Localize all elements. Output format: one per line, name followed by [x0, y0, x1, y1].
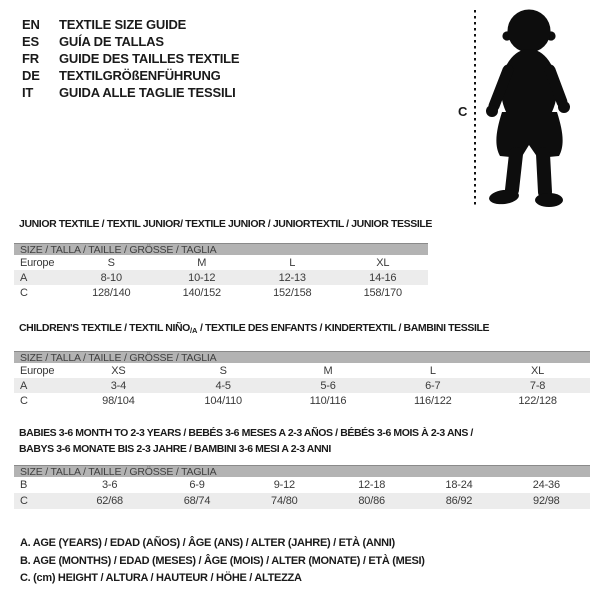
table-cell: L — [289, 256, 296, 269]
table-row — [14, 493, 590, 509]
table-cell: 98/104 — [102, 394, 135, 407]
table-cell: 8-10 — [100, 271, 122, 284]
table-cell: 122/128 — [518, 394, 557, 407]
table-cell: 7-8 — [529, 379, 546, 392]
table-cell: XL — [376, 256, 390, 269]
size-table — [14, 465, 590, 509]
table-title-line — [19, 216, 432, 232]
language-item — [22, 84, 239, 101]
table-cell: 6-9 — [189, 479, 205, 491]
table-row — [14, 378, 590, 393]
row-label: C — [20, 394, 28, 407]
table-cell: 116/122 — [414, 394, 452, 407]
table-cell: 4-5 — [215, 379, 231, 392]
size-header-text: SIZE / TALLA / TAILLE / GRÖSSE / TAGLIA — [20, 465, 217, 477]
table-cell: 92/98 — [533, 495, 560, 507]
size-header-bar — [14, 351, 590, 363]
table-row — [14, 270, 428, 285]
table-cell: 80/86 — [358, 495, 385, 507]
language-code: DE — [22, 68, 40, 83]
legend — [20, 535, 425, 588]
table-cell: 6-7 — [425, 379, 441, 392]
language-text: TEXTILGRÖßENFÜHRUNG — [59, 68, 221, 83]
table-cell: 140/152 — [182, 286, 221, 299]
language-code: IT — [22, 85, 34, 100]
language-code: FR — [22, 51, 39, 66]
table-cell: M — [197, 256, 207, 269]
language-item — [22, 50, 239, 67]
table-cell: 24-36 — [532, 479, 560, 491]
table-title-line — [19, 441, 590, 457]
size-table — [14, 351, 590, 408]
table-cell: S — [219, 364, 227, 377]
legend-line: A. AGE (YEARS) / EDAD (AÑOS) / ÂGE (ANS) / ALTER (JAHRE) / ETÀ (ANNI) — [20, 537, 395, 549]
table-cell: 158/170 — [363, 286, 402, 299]
table-title — [14, 320, 590, 339]
language-item — [22, 16, 239, 33]
table-cell: 104/110 — [204, 394, 242, 407]
table-row — [14, 285, 428, 300]
table-cell: M — [323, 364, 333, 377]
table-cell: 3-6 — [102, 479, 118, 491]
size-header-bar — [14, 243, 428, 255]
row-label: C — [20, 286, 28, 299]
language-text: GUÍA DE TALLAS — [59, 34, 164, 49]
row-label: Europe — [20, 256, 55, 269]
table-row — [14, 363, 590, 378]
table-body — [14, 363, 590, 408]
table-cell: 10-12 — [188, 271, 216, 284]
table-body — [14, 255, 428, 300]
table-cell: 86/92 — [445, 495, 473, 507]
row-label: A — [20, 379, 28, 392]
legend-line: B. AGE (MONTHS) / EDAD (MESES) / ÂGE (MOIS) / ALTER (MONATE) / ETÀ (MESI) — [20, 554, 425, 567]
baby-silhouette-icon — [486, 10, 570, 208]
table-cell: 74/80 — [271, 495, 298, 507]
table-title — [14, 216, 432, 232]
table-body — [14, 477, 590, 509]
table-cell: XS — [111, 364, 126, 377]
table-title-text: CHILDREN'S TEXTILE / TEXTIL NIÑO — [19, 322, 190, 334]
table-cell: L — [429, 364, 436, 377]
legend-line: C. (cm) HEIGHT / ALTURA / HAUTEUR / HÖHE / ALTEZZA — [20, 572, 302, 584]
babies-size-table-section — [14, 425, 590, 509]
language-item — [22, 67, 239, 84]
row-label: C — [20, 495, 28, 507]
table-cell: 18-24 — [445, 479, 473, 491]
table-row — [14, 255, 428, 270]
language-text: GUIDE DES TAILLES TEXTILE — [59, 51, 240, 66]
language-code: EN — [22, 17, 40, 32]
table-cell: 62/68 — [96, 495, 123, 507]
junior-size-table-section — [14, 216, 432, 300]
language-item — [22, 33, 239, 50]
table-cell: 14-16 — [369, 271, 397, 284]
table-cell: 3-4 — [110, 379, 127, 392]
children-size-table-section — [14, 320, 590, 408]
table-title-line — [19, 425, 590, 441]
table-title — [14, 425, 590, 457]
table-title-line — [19, 320, 590, 339]
language-code: ES — [22, 34, 39, 49]
table-title-text: BABYS 3-6 MONATE BIS 2-3 JAHRE / BAMBINI 3-6 MESI A 2-3 ANNI — [19, 443, 331, 455]
table-cell: 5-6 — [320, 379, 336, 392]
height-measure-label: C — [458, 104, 468, 119]
row-label: A — [20, 271, 28, 284]
table-cell: 12-13 — [278, 271, 306, 284]
language-text: GUIDA ALLE TAGLIE TESSILI — [59, 85, 236, 100]
table-title-text: BABIES 3-6 MONTH TO 2-3 YEARS / BEBÉS 3-6 MESES A 2-3 AÑOS / BÉBÉS 3-6 MOIS À 2-3 ANS / — [19, 427, 473, 439]
table-cell: 110/116 — [309, 394, 347, 407]
table-cell: 12-18 — [358, 479, 386, 491]
table-cell: 152/158 — [273, 286, 312, 299]
table-cell: 9-12 — [273, 479, 295, 491]
table-title-text: JUNIOR TEXTILE / TEXTIL JUNIOR/ TEXTILE JUNIOR / JUNIORTEXTIL / JUNIOR TESSILE — [19, 218, 432, 230]
table-cell: 128/140 — [92, 286, 131, 299]
row-label: B — [20, 479, 28, 491]
table-row — [14, 393, 590, 408]
size-header-text: SIZE / TALLA / TAILLE / GRÖSSE / TAGLIA — [20, 243, 217, 255]
row-label: Europe — [20, 364, 55, 377]
baby-figure — [452, 4, 572, 208]
language-list — [22, 16, 239, 101]
language-text: TEXTILE SIZE GUIDE — [59, 17, 187, 32]
table-cell: 68/74 — [183, 495, 211, 507]
table-title-subscript: /A — [189, 326, 198, 335]
table-cell: XL — [531, 364, 545, 377]
size-header-text: SIZE / TALLA / TAILLE / GRÖSSE / TAGLIA — [20, 351, 217, 363]
table-row — [14, 477, 590, 493]
table-cell: S — [107, 256, 115, 269]
size-header-bar — [14, 465, 590, 477]
table-title-text: / TEXTILE DES ENFANTS / KINDERTEXTIL / BAMBINI TESSILE — [197, 322, 490, 334]
size-table — [14, 243, 428, 300]
